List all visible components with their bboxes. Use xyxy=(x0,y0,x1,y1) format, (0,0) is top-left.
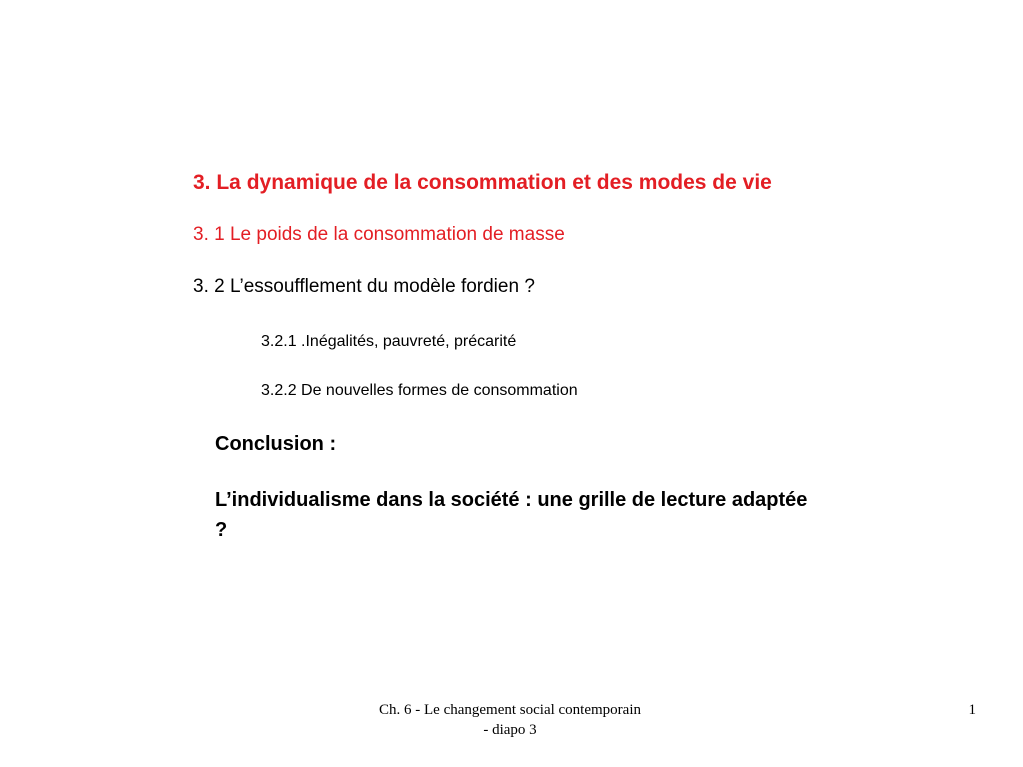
slide-footer xyxy=(340,700,680,740)
page-number: 1 xyxy=(968,702,976,718)
footer-line-1: Ch. 6 - Le changement social contemporain xyxy=(379,702,641,718)
subitem-3-2-2: 3.2.2 De nouvelles formes de consommation xyxy=(261,382,578,399)
section-heading: 3. La dynamique de la consommation et des modes de vie xyxy=(193,171,772,194)
conclusion-label: Conclusion : xyxy=(215,433,337,455)
footer-line-2: - diapo 3 xyxy=(483,722,537,738)
subsection-heading-3-1: 3. 1 Le poids de la consommation de masse xyxy=(193,224,565,245)
subsection-item-3-2: 3. 2 L’essoufflement du modèle fordien ? xyxy=(193,276,535,297)
conclusion-text: L’individualisme dans la société : une grille de lecture adaptée ? xyxy=(215,489,808,541)
subitem-3-2-1: 3.2.1 .Inégalités, pauvreté, précarité xyxy=(261,333,517,350)
